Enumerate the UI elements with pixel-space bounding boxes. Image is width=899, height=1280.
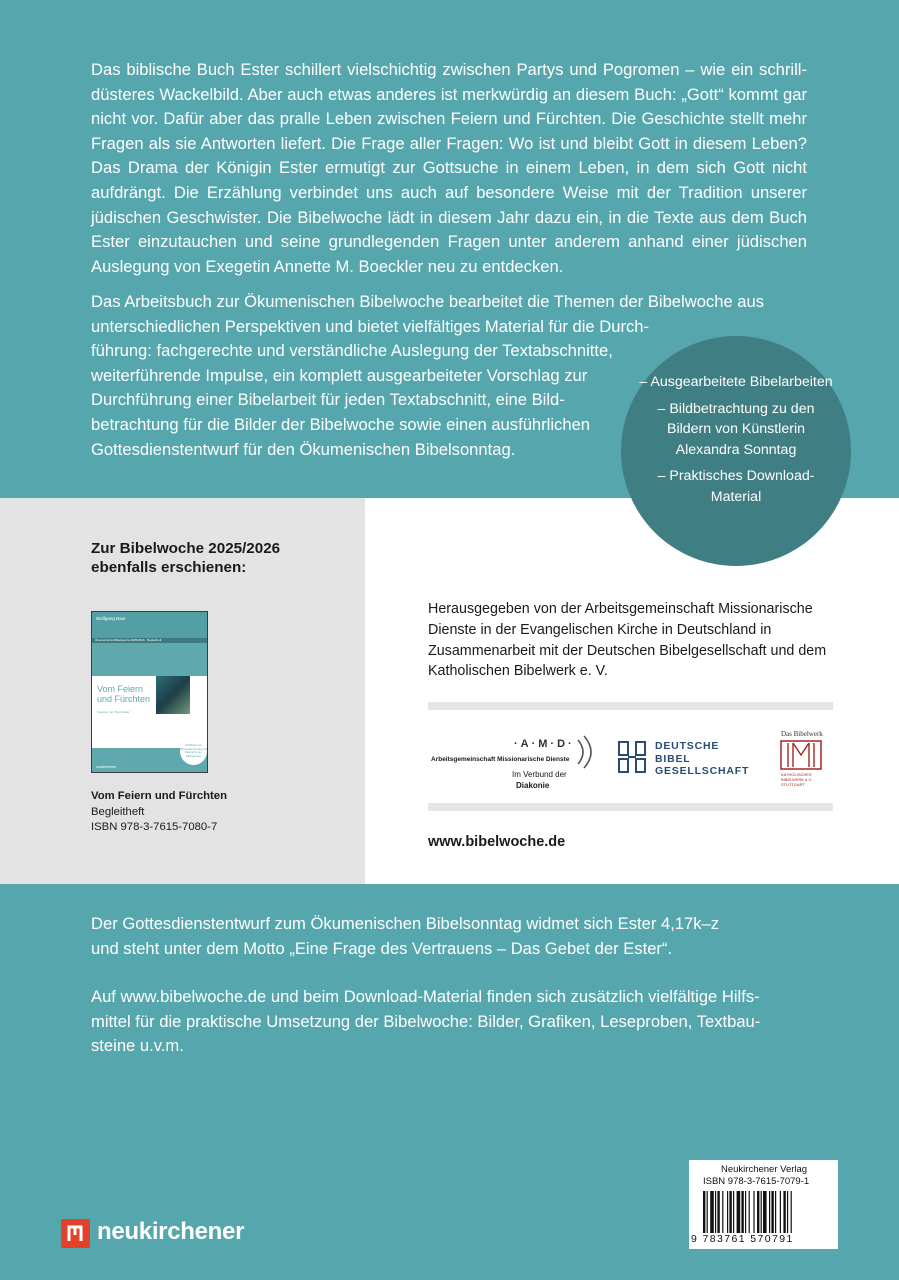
book-isbn: ISBN 978-3-7615-7080-7 xyxy=(91,821,218,833)
highlights-circle xyxy=(621,336,851,566)
p2-line: Das Arbeitsbuch zur Ökumenischen Bibelwoche bearbeitet die Themen der Bibelwoche aus xyxy=(91,292,765,311)
book-info xyxy=(91,789,227,836)
bottom-line: mittel für die praktische Umsetzung der Bibelwoche: Bilder, Grafiken, Leseproben, Textbau- xyxy=(91,1011,761,1031)
p2-line: weiterführende Impulse, ein komplett ausgearbeiteter Vorschlag zur xyxy=(91,365,588,385)
amd-label: Arbeitsgemeinschaft Missionarische Dienste xyxy=(431,756,570,763)
book-cover xyxy=(91,611,208,773)
cover-publisher: neukirchener xyxy=(96,765,117,769)
bibelwerk-logo-icon xyxy=(780,740,822,770)
amd-logo: ·A·M·D· xyxy=(514,738,575,750)
dbg-line: BIBEL xyxy=(655,752,691,765)
dbg-logo-text xyxy=(655,740,749,778)
bottom-line: steine u.v.m. xyxy=(91,1036,184,1055)
highlight-item: – Bildbetrachtung zu den Bildern von Künstlerin Alexandra Sonntag xyxy=(657,400,815,458)
barcode-digits: 9 783761 570791 xyxy=(691,1233,794,1245)
amd-verbund: Im Verbund der xyxy=(512,770,567,779)
cover-series: Ökumenische Bibelwoche 2025/2026 · Begleitheft xyxy=(92,638,207,643)
bottom-text xyxy=(91,912,808,1059)
cover-badge: Mit Bildern von Alexandra Sonntag und Material für den Bibelsonntag xyxy=(180,738,207,765)
barcode xyxy=(703,1191,825,1233)
paragraph-gap xyxy=(91,961,808,985)
logo-wordmark: neukirchener xyxy=(97,1218,245,1245)
kbw-line: STUTTGART xyxy=(781,782,805,787)
heading-line: ebenfalls erschienen: xyxy=(91,559,247,576)
isbn-number: ISBN 978-3-7615-7079-1 xyxy=(703,1176,810,1187)
cover-subtitle: Impulse zum Buch Ester xyxy=(97,710,130,714)
cover-title: Vom Feiern und Fürchten xyxy=(97,684,151,704)
isbn-barcode-box xyxy=(689,1160,838,1249)
kbw-subtitle xyxy=(781,772,812,787)
book-type: Begleitheft xyxy=(91,805,145,818)
also-published-panel xyxy=(0,498,365,884)
also-published-heading xyxy=(91,539,280,577)
cover-artwork xyxy=(156,676,190,714)
website-link[interactable]: www.bibelwoche.de xyxy=(428,834,566,850)
intro-text xyxy=(91,58,807,289)
heading-line: Zur Bibelwoche 2025/2026 xyxy=(91,540,281,557)
publisher-text: Herausgegeben von der Arbeitsgemeinschaft Missionarische Dienste in der Evangelischen Kirche in Deutschland in Zusammenarbeit mit der Deutschen Bibelgesellschaft und dem Katholischen Bibelwerk e. V. xyxy=(428,601,827,680)
dbg-line: DEUTSCHE xyxy=(655,740,720,752)
publisher-panel xyxy=(365,498,899,884)
p2-line: führung: fachgerechte und verständliche Auslegung der Textabschnitte, xyxy=(91,341,613,361)
dbg-line: GESELLSCHAFT xyxy=(655,765,750,777)
cover-author: Wolfgang Baur xyxy=(92,612,207,638)
intro-paragraph-1: Das biblische Buch Ester schillert vielschichtig zwischen Partys und Pogromen – wie ein schrill-düsteres Wackelbild. Aber auch etwas anderes ist merkwürdig an diesem Buch: „Gott“ kommt gar nicht vor. Dafür aber das pralle Leben zwischen Feiern und Fürchten. Die Geschichte stellt mehr Fragen als sie Antworten liefert. Die Frage aller Fragen: Wo ist und bleibt Gott in diesem Leben? Das Drama der Königin Ester ermutigt zur Gottsuche in einem Leben, in dem sich Gott nicht aufdrängt. Die Erzählung verbindet uns auch auf besondere Weise mit der Tradition unserer jüdischen Geschwister. Die Bibelwoche lädt in diesem Jahr dazu ein, in die Texte aus dem Buch Ester einzutauchen und seine grundlegenden Fragen unter anderem anhand einer jüdischen Auslegung von Exegetin Annette M. Boeckler neu zu entdecken. xyxy=(91,60,807,276)
isbn-publisher: Neukirchener Verlag xyxy=(721,1164,808,1175)
divider xyxy=(428,803,833,811)
book-title: Vom Feiern und Fürchten xyxy=(91,790,227,802)
kbw-title: Das Bibelwerk xyxy=(781,730,823,738)
p2-line: Gottesdienstentwurf für den Ökumenischen Bibelsonntag. xyxy=(91,439,516,459)
divider xyxy=(428,702,833,710)
neukirchener-logo-icon xyxy=(61,1219,90,1248)
partner-logos xyxy=(428,726,833,794)
highlight-item: – Ausgearbeitete Bibelarbeiten xyxy=(639,374,833,390)
bottom-line: Auf www.bibelwoche.de und beim Download-Material finden sich zusätzlich vielfältige Hilfs- xyxy=(91,987,760,1006)
kbw-line: KATHOLISCHES xyxy=(781,772,812,777)
kbw-line: BIBELWERK e.V. xyxy=(781,777,812,782)
bottom-line: Der Gottesdienstentwurf zum Ökumenischen Bibelsonntag widmet sich Ester 4,17k–z xyxy=(91,914,720,933)
p2-line: unterschiedlichen Perspektiven und bietet vielfältiges Material für die Durch- xyxy=(91,316,650,336)
p2-line: betrachtung für die Bilder der Bibelwoche sowie einen ausführlichen xyxy=(91,414,591,434)
diakonie-logo: Diakonie xyxy=(516,781,550,790)
dbg-logo-icon xyxy=(616,739,648,775)
p2-line: Durchführung einer Bibelarbeit für jeden Textabschnitt, eine Bild- xyxy=(91,390,565,410)
amd-arc-icon xyxy=(574,732,600,772)
bottom-line: und steht unter dem Motto „Eine Frage des Vertrauens – Das Gebet der Ester“. xyxy=(91,938,673,958)
highlight-item: – Praktisches Download-Material xyxy=(657,468,815,505)
